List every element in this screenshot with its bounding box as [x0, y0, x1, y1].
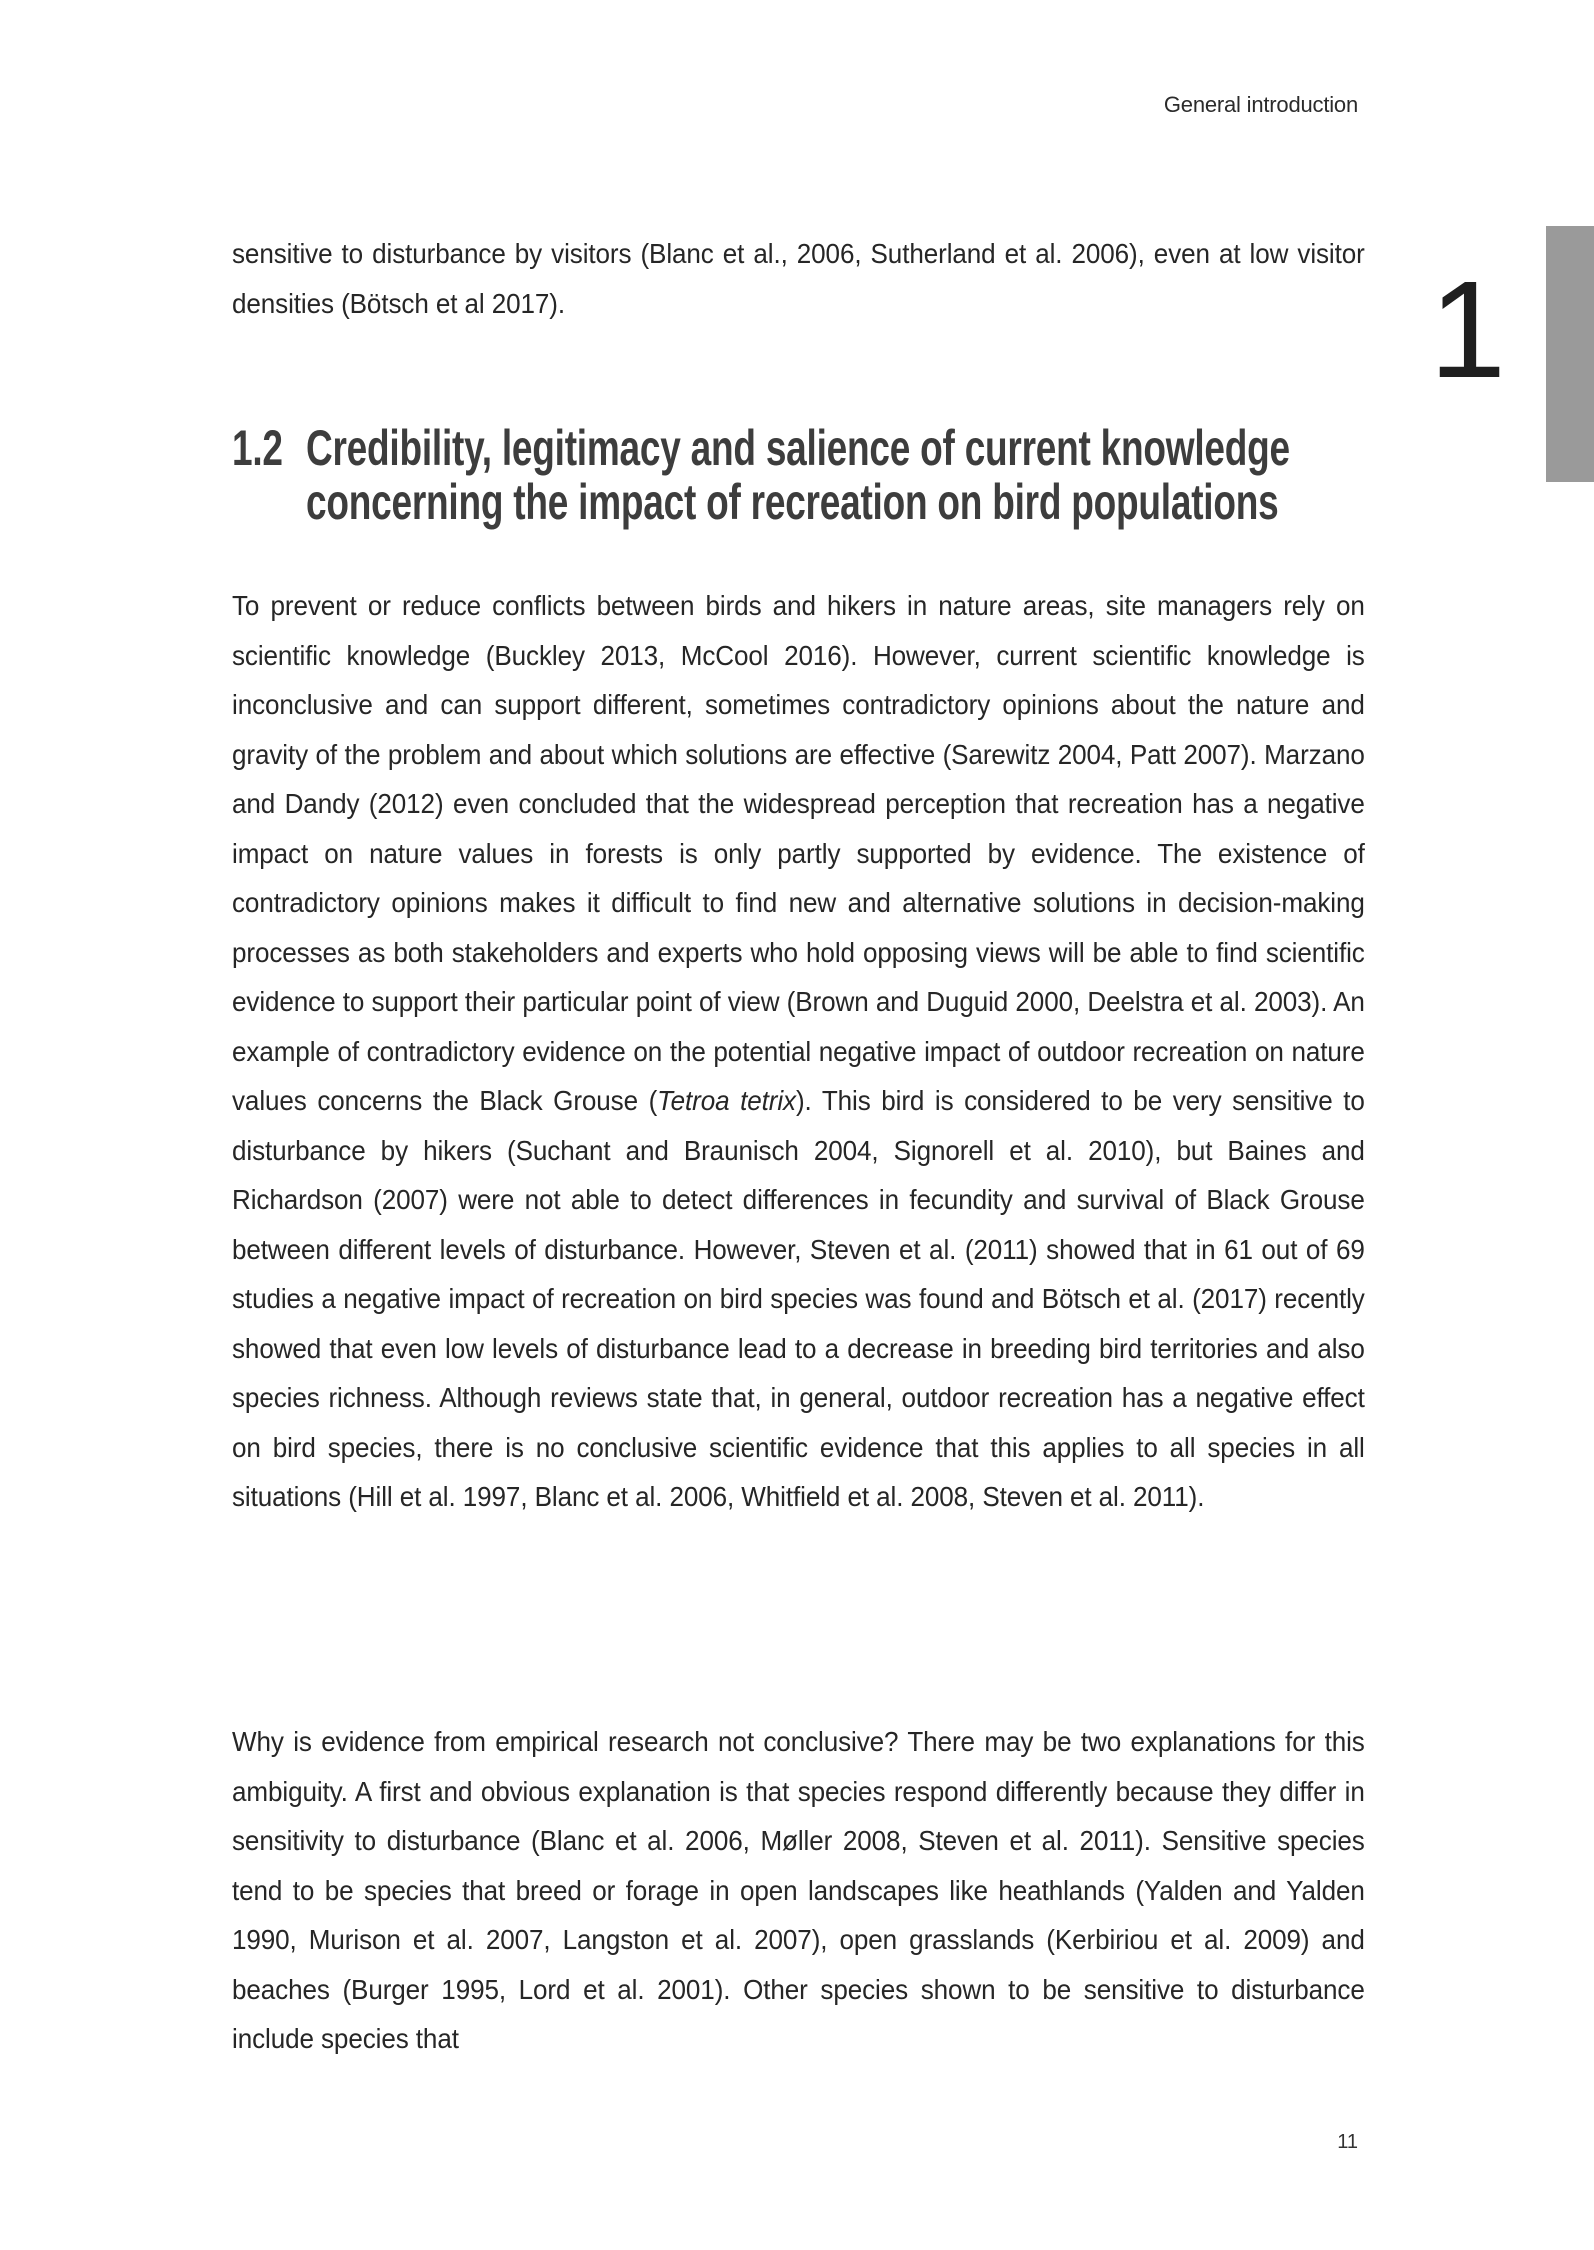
chapter-tab-bar: [1546, 226, 1594, 482]
section-heading: [232, 421, 1401, 529]
chapter-number: 1: [1429, 253, 1506, 407]
running-header: General introduction: [1163, 92, 1358, 117]
section-heading-title: Credibility, legitimacy and salience of current knowledge concerning the impact of recreation on bird populations: [306, 420, 1290, 530]
intro-paragraph: sensitive to disturbance by visitors (Blanc et al., 2006, Sutherland et al. 2006), even at low visitor densities (Bötsch et al 2017).: [232, 238, 1365, 319]
page-number: 11: [1337, 2131, 1358, 2153]
body-paragraph-1: To prevent or reduce conflicts between birds and hikers in nature areas, site managers rely on scientific knowledge (Buckley 2013, McCool 2016). However, current scientific knowledge is inconclusive and can support different, sometimes contradictory opinions about the nature and gravity of the problem and about which solutions are effective (Sarewitz 2004, Patt 2007). Marzano and Dandy (2012) even concluded that the widespread perception that recreation has a negative impact on nature values in forests is only partly supported by evidence. The existence of contradictory opinions makes it difficult to find new and alternative solutions in decision-making processes as both stakeholders and experts who hold opposing views will be able to find scientific evidence to support their particular point of view (Brown and Duguid 2000, Deelstra et al. 2003). An example of contradictory evidence on the potential negative impact of outdoor recreation on nature values concerns the Black Grouse (Tetroa tetrix). This bird is considered to be very sensitive to disturbance by hikers (Suchant and Braunisch 2004, Signorell et al. 2010), but Baines and Richardson (2007) were not able to detect differences in fecundity and survival of Black Grouse between different levels of disturbance. However, Steven et al. (2011) showed that in 61 out of 69 studies a negative impact of recreation on bird species was found and Bötsch et al. (2017) recently showed that even low levels of disturbance lead to a decrease in breeding bird territories and also species richness. Although reviews state that, in general, outdoor recreation has a negative effect on bird species, there is no conclusive scientific evidence that this applies to all species in all situations (Hill et al. 1997, Blanc et al. 2006, Whitfield et al. 2008, Steven et al. 2011).: [232, 590, 1365, 1512]
section-heading-number: 1.2: [232, 420, 283, 476]
body-paragraph-2: Why is evidence from empirical research not conclusive? There may be two explanations for this ambiguity. A first and obvious explanation is that species respond differently because they differ in sensitivity to disturbance (Blanc et al. 2006, Møller 2008, Steven et al. 2011). Sensitive species tend to be species that breed or forage in open landscapes like heathlands (Yalden and Yalden 1990, Murison et al. 2007, Langston et al. 2007), open grasslands (Kerbiriou et al. 2009) and beaches (Burger 1995, Lord et al. 2001). Other species shown to be sensitive to disturbance include species that: [232, 1726, 1365, 2054]
